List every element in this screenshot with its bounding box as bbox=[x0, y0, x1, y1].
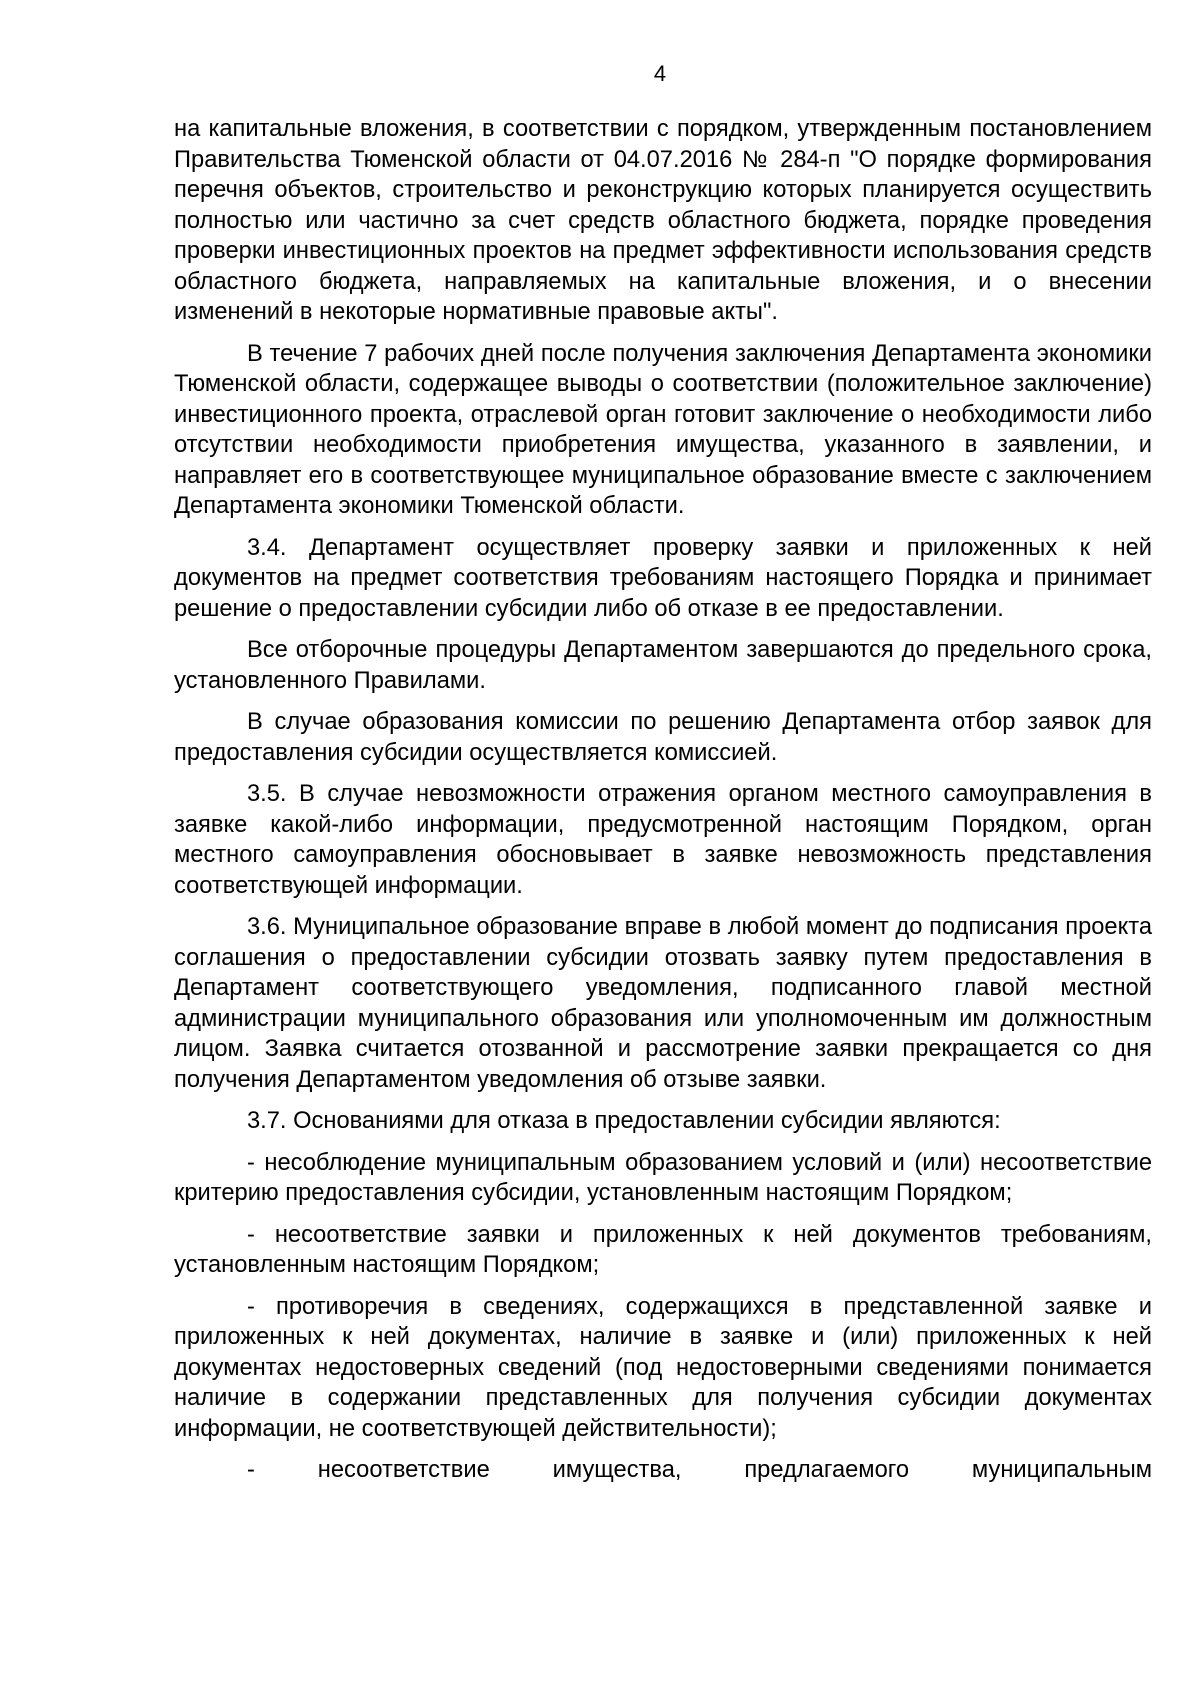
paragraph-3-7: 3.7. Основаниями для отказа в предоставлении субсидии являются: bbox=[247, 1108, 1001, 1134]
page-number: 4 bbox=[653, 61, 667, 86]
paragraph-3-4: 3.4. Департамент осуществляет проверку заявки и приложенных к ней документов на предмет соответствия требованиям настоящего Порядка и принимает решение о предоставлении субсидии либо об отказе в ее предоставлении. bbox=[174, 534, 1152, 622]
list-item-property-mismatch: - несоответствие имущества, предлагаемого муниципальным bbox=[247, 1457, 1152, 1483]
document-body bbox=[174, 114, 1152, 1486]
list-item-document-mismatch: - несоответствие заявки и приложенных к ней документов требованиям, установленным настоящим Порядком; bbox=[174, 1221, 1152, 1278]
paragraph-continuation: на капитальные вложения, в соответствии с порядком, утвержденным постановлением Правительства Тюменской области от 04.07.2016 № 284-п "О порядке формирования перечня объектов, строительство и реконструкцию которых планируется осуществить полностью или частично за счет средств областного бюджета, порядке проведения проверки инвестиционных проектов на предмет эффективности использования средств областного бюджета, направляемых на капитальные вложения, и о внесении изменений в некоторые нормативные правовые акты". bbox=[174, 116, 1152, 325]
paragraph-commission: В случае образования комиссии по решению Департамента отбор заявок для предоставления субсидии осуществляется комиссией. bbox=[174, 709, 1152, 766]
paragraph-3-5: 3.5. В случае невозможности отражения органом местного самоуправления в заявке какой-либо информации, предусмотренной настоящим Порядком, орган местного самоуправления обосновывает в заявке невозможность представления соответствующей информации. bbox=[174, 781, 1152, 899]
paragraph-conclusion-timeline: В течение 7 рабочих дней после получения заключения Департамента экономики Тюменской области, содержащее выводы о соответствии (положительное заключение) инвестиционного проекта, отраслевой орган готовит заключение о необходимости либо отсутствии необходимости приобретения имущества, указанного в заявлении, и направляет его в соответствующее муниципальное образование вместе с заключением Департамента экономики Тюменской области. bbox=[174, 340, 1152, 519]
list-item-contradictions: - противоречия в сведениях, содержащихся в представленной заявке и приложенных к ней документах, наличие в заявке и (или) приложенных к ней документах недостоверных сведений (под недостоверными сведениями понимается наличие в содержании представленных для получения субсидии документах информации, не соответствующей действительности); bbox=[174, 1293, 1152, 1442]
paragraph-3-6: 3.6. Муниципальное образование вправе в любой момент до подписания проекта соглашения о предоставлении субсидии отозвать заявку путем предоставления в Департамент соответствующего уведомления, подписанного главой местной администрации муниципального образования или уполномоченным им должностным лицом. Заявка считается отозванной и рассмотрение заявки прекращается со дня получения Департаментом уведомления об отзыве заявки. bbox=[174, 914, 1152, 1093]
list-item-noncompliance: - несоблюдение муниципальным образованием условий и (или) несоответствие критерию предоставления субсидии, установленным настоящим Порядком; bbox=[174, 1149, 1152, 1206]
paragraph-selection-procedures: Все отборочные процедуры Департаментом завершаются до предельного срока, установленного Правилами. bbox=[174, 637, 1152, 694]
